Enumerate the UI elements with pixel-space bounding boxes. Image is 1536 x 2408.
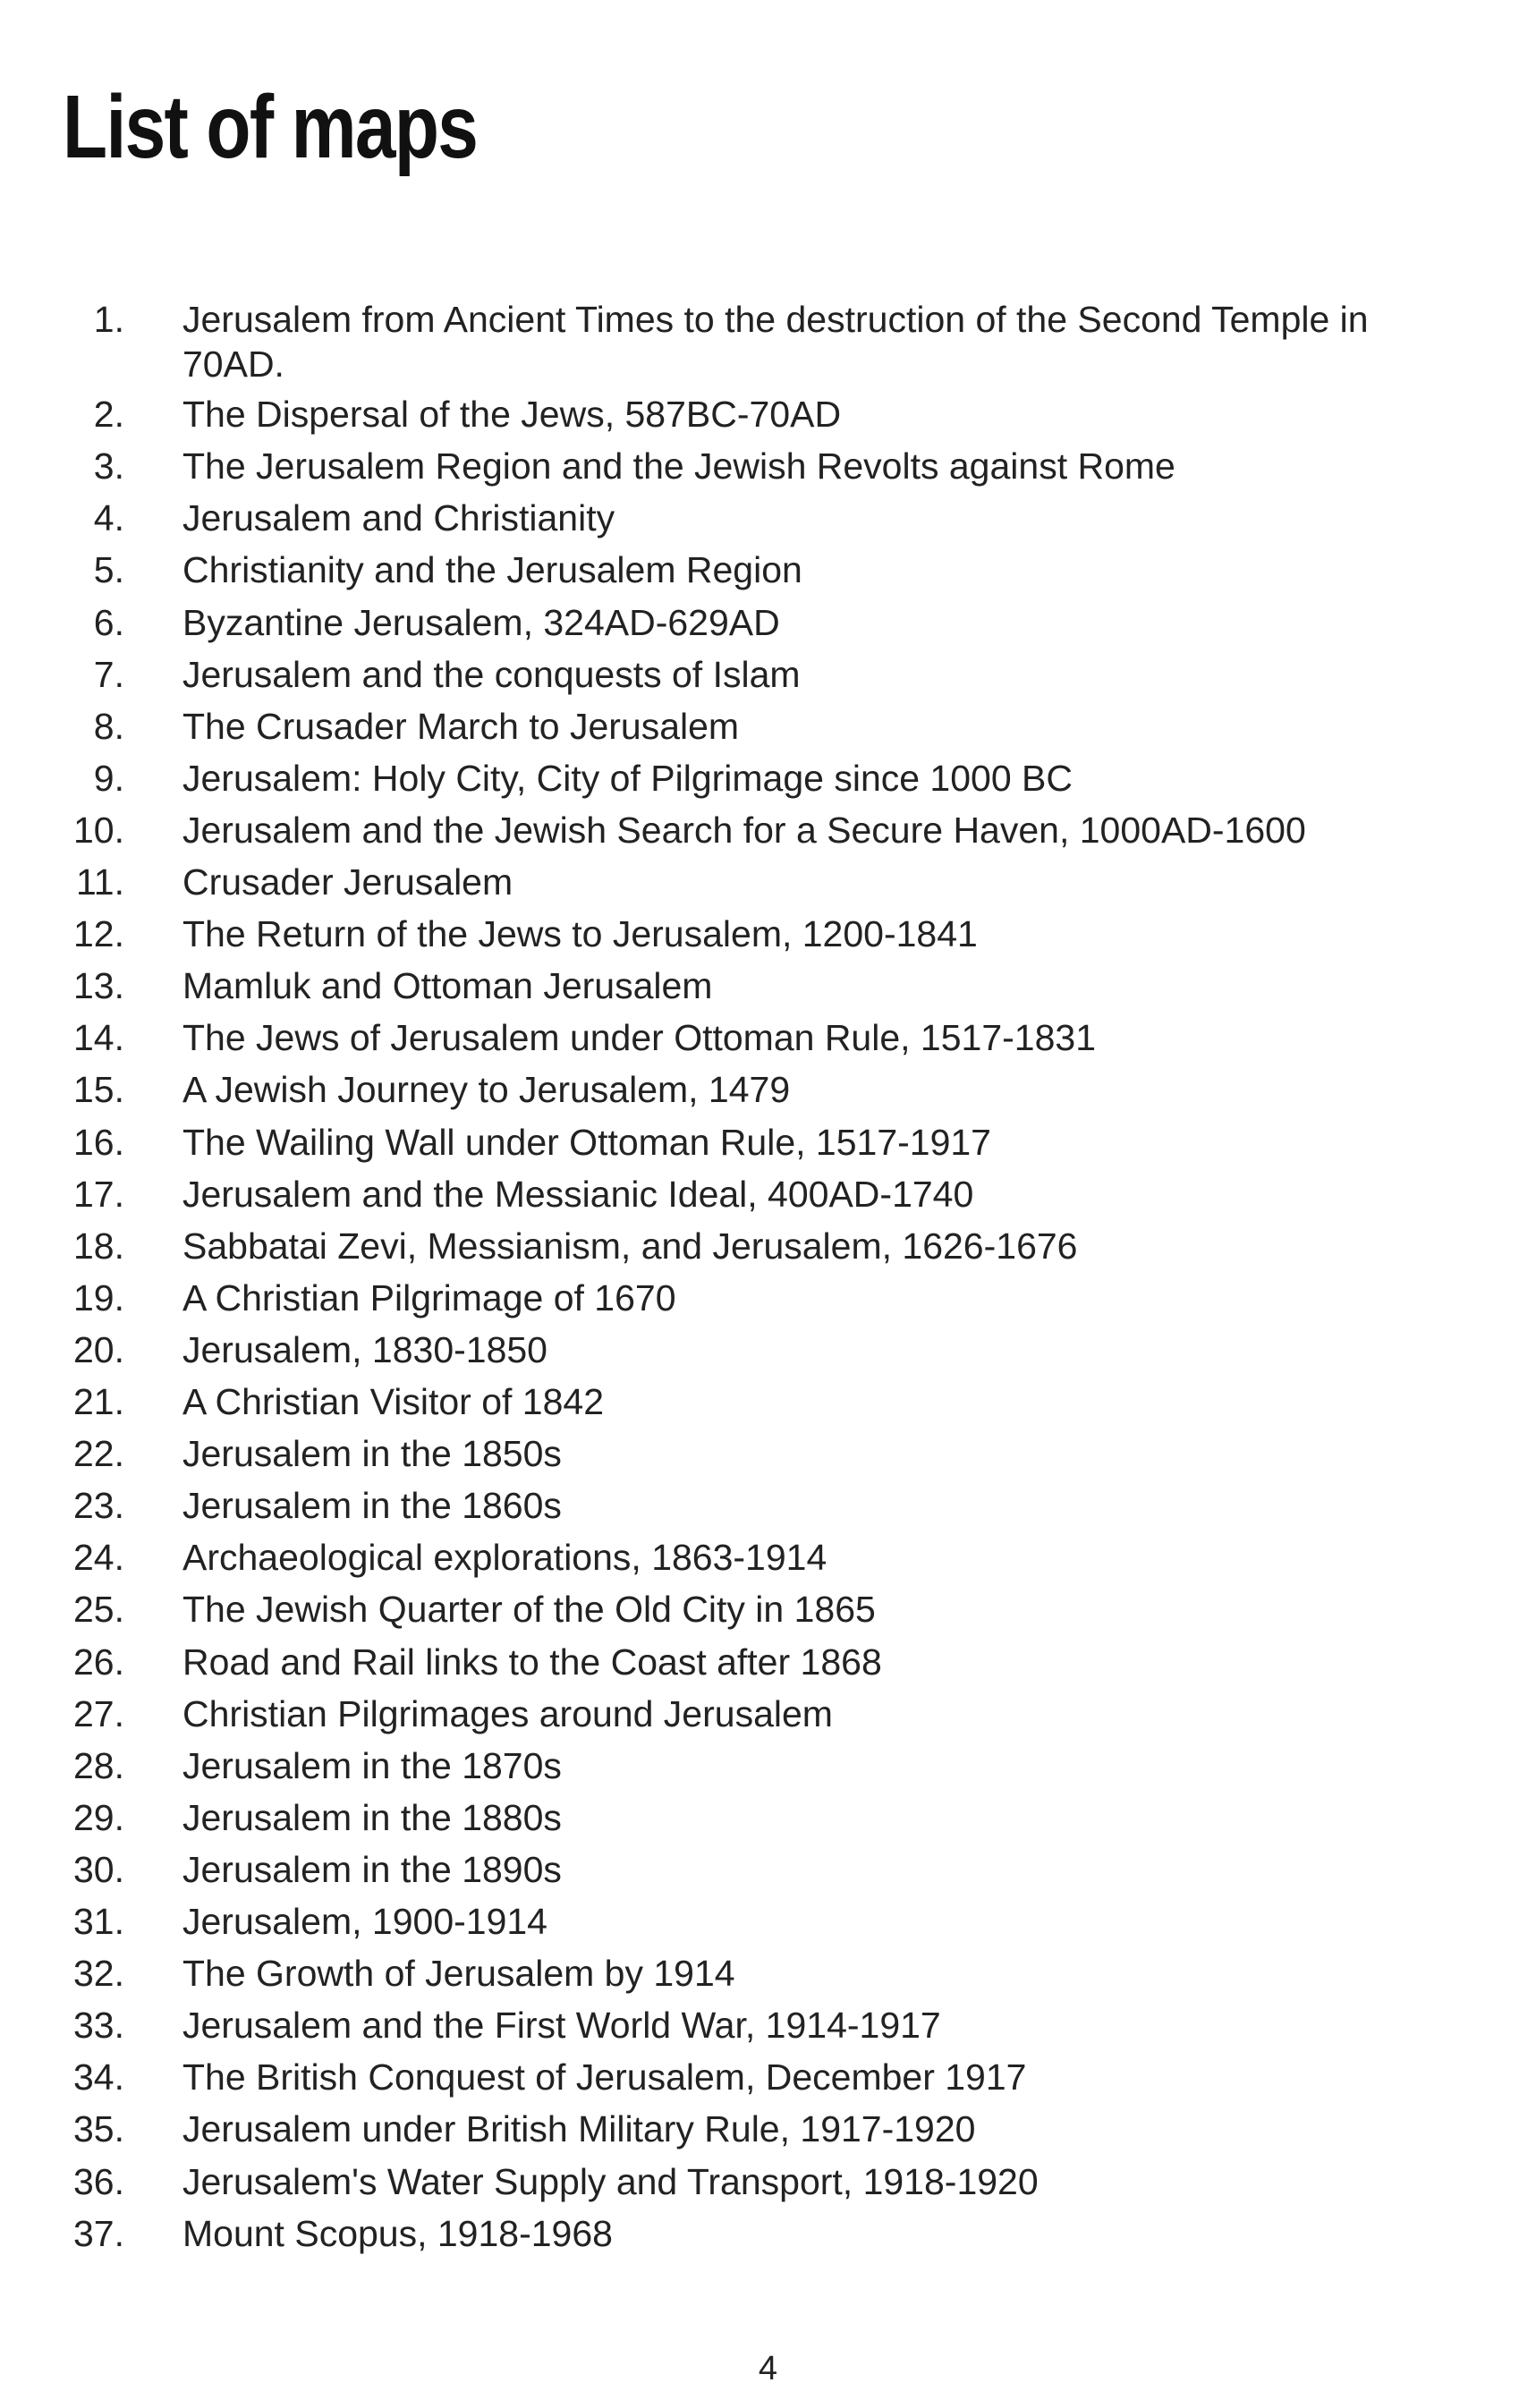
map-number: 5.: [93, 549, 124, 591]
map-number: 31.: [73, 1901, 124, 1942]
map-number: 30.: [73, 1848, 124, 1890]
map-number: 6.: [93, 601, 124, 643]
map-title: Jerusalem in the 1850s: [182, 1433, 562, 1475]
map-number: 32.: [73, 1953, 124, 1995]
map-title: The British Conquest of Jerusalem, December 1917: [182, 2056, 1027, 2099]
map-title: Jerusalem and the Jewish Search for a Secure Haven, 1000AD-1600: [182, 809, 1306, 851]
page-number: 4: [758, 2350, 778, 2387]
map-number: 17.: [73, 1173, 124, 1215]
map-number: 24.: [73, 1537, 124, 1579]
map-number: 12.: [73, 913, 124, 955]
map-title: Archaeological explorations, 1863-1914: [182, 1537, 827, 1579]
map-title: Jerusalem in the 1860s: [182, 1485, 562, 1527]
map-number: 18.: [73, 1225, 124, 1267]
map-number: 35.: [73, 2108, 124, 2150]
map-number: 25.: [73, 1589, 124, 1631]
map-title: The Crusader March to Jerusalem: [182, 705, 740, 747]
map-title: The Jerusalem Region and the Jewish Revolts against Rome: [182, 445, 1175, 488]
map-number: 33.: [73, 2005, 124, 2047]
map-title: Jerusalem's Water Supply and Transport, 1918-1920: [182, 2160, 1039, 2202]
map-title: Christianity and the Jerusalem Region: [182, 549, 802, 591]
map-title: The Dispersal of the Jews, 587BC-70AD: [182, 394, 842, 436]
map-title: Jerusalem and the First World War, 1914-1917: [182, 2005, 941, 2047]
map-number: 19.: [73, 1276, 124, 1318]
map-number: 27.: [73, 1692, 124, 1734]
map-title: Jerusalem: Holy City, City of Pilgrimage since 1000 BC: [182, 757, 1073, 799]
map-title: Mamluk and Ottoman Jerusalem: [182, 965, 713, 1007]
map-number: 29.: [73, 1796, 124, 1838]
map-title: Jerusalem under British Military Rule, 1917-1920: [182, 2108, 976, 2150]
map-number: 8.: [93, 705, 124, 747]
map-number: 11.: [76, 861, 124, 903]
map-title: A Christian Pilgrimage of 1670: [182, 1276, 676, 1318]
map-title: Jerusalem from Ancient Times to the destruction of the Second Temple in 70AD.: [182, 299, 1369, 385]
map-title: Jerusalem in the 1880s: [182, 1796, 562, 1838]
map-title: Mount Scopus, 1918-1968: [182, 2212, 613, 2254]
map-title: Jerusalem, 1900-1914: [182, 1901, 547, 1942]
map-title: Jerusalem and Christianity: [182, 497, 615, 539]
map-title: Jerusalem in the 1890s: [182, 1848, 562, 1890]
map-title: The Growth of Jerusalem by 1914: [182, 1953, 735, 1995]
map-title: The Jewish Quarter of the Old City in 1865: [182, 1589, 876, 1631]
map-number: 14.: [73, 1017, 124, 1059]
map-title: Road and Rail links to the Coast after 1868: [182, 1641, 882, 1683]
map-number: 28.: [73, 1744, 124, 1786]
map-title: A Christian Visitor of 1842: [182, 1381, 604, 1422]
map-number: 15.: [73, 1069, 124, 1111]
map-title: Jerusalem and the conquests of Islam: [182, 653, 801, 695]
map-number: 16.: [73, 1121, 124, 1163]
map-number: 10.: [73, 809, 124, 851]
map-title: Jerusalem in the 1870s: [182, 1744, 562, 1786]
map-number: 1.: [93, 299, 124, 340]
map-number: 22.: [73, 1433, 124, 1475]
map-title: Crusader Jerusalem: [182, 861, 513, 903]
map-number: 7.: [93, 653, 124, 695]
map-number: 21.: [73, 1381, 124, 1422]
map-number: 20.: [73, 1328, 124, 1370]
page-title: List of maps: [63, 77, 478, 177]
map-number: 26.: [73, 1641, 124, 1683]
map-number: 4.: [93, 497, 124, 539]
map-number: 3.: [93, 445, 124, 488]
map-title: Jerusalem and the Messianic Ideal, 400AD-1740: [182, 1173, 974, 1215]
map-title: The Wailing Wall under Ottoman Rule, 1517-1917: [182, 1121, 991, 1163]
map-title: Byzantine Jerusalem, 324AD-629AD: [182, 601, 780, 643]
map-title: Sabbatai Zevi, Messianism, and Jerusalem, 1626-1676: [182, 1225, 1078, 1267]
map-title: Christian Pilgrimages around Jerusalem: [182, 1692, 833, 1734]
map-number: 37.: [73, 2212, 124, 2254]
map-title: The Return of the Jews to Jerusalem, 1200-1841: [182, 913, 978, 955]
map-title: Jerusalem, 1830-1850: [182, 1328, 547, 1370]
map-number: 34.: [73, 2056, 124, 2099]
map-number: 23.: [73, 1485, 124, 1527]
map-number: 13.: [73, 965, 124, 1007]
map-title: A Jewish Journey to Jerusalem, 1479: [182, 1069, 791, 1111]
map-number: 2.: [93, 394, 124, 436]
map-title: The Jews of Jerusalem under Ottoman Rule, 1517-1831: [182, 1017, 1096, 1059]
map-number: 36.: [73, 2160, 124, 2202]
map-number: 9.: [93, 757, 124, 799]
